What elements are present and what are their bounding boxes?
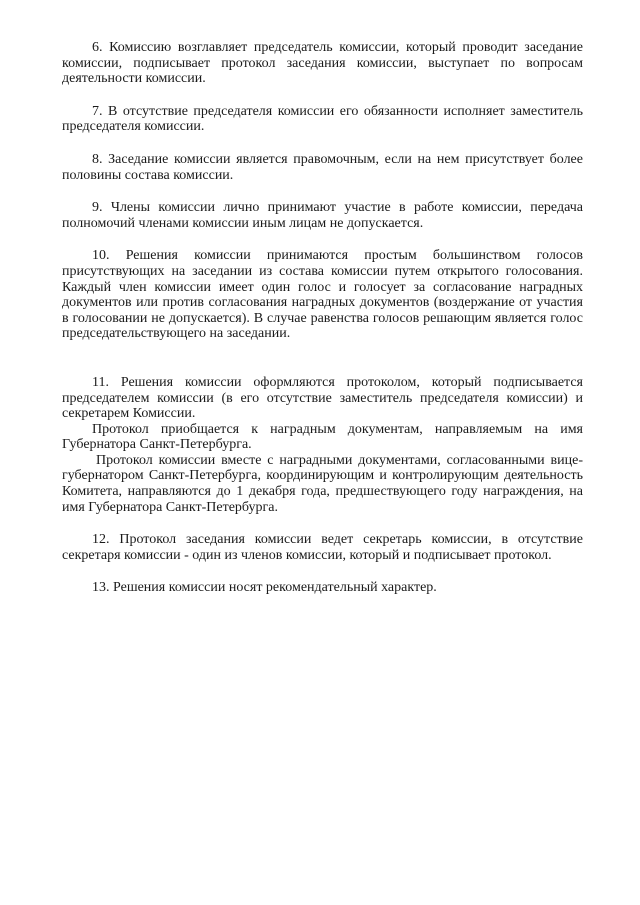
paragraph-6: 6. Комиссию возглавляет председатель комиссии, который проводит заседание комиссии, подписывает протокол заседания комиссии, выступает по вопросам деятельности комиссии. [62,40,583,87]
paragraph-13: 13. Решения комиссии носят рекомендательный характер. [92,580,437,596]
paragraph-12: 12. Протокол заседания комиссии ведет секретарь комиссии, в отсутствие секретаря комиссии - один из членов комиссии, который и подписывает протокол. [62,532,583,563]
paragraph-11-protocol-attached: Протокол приобщается к наградным документам, направляемым на имя Губернатора Санкт-Петербурга. [62,421,583,453]
paragraph-11-protocol-sent: Протокол комиссии вместе с наградными документами, согласованными вице-губернатором Санкт-Петербурга, координирующим и контролирующим деятельность Комитета, направляются до 1 декабря года, предшествующего году награждения, на имя Губернатора Санкт-Петербурга. [62,452,583,515]
paragraph-9: 9. Члены комиссии лично принимают участие в работе комиссии, передача полномочий членами комиссии иным лицам не допускается. [62,200,583,231]
paragraph-7: 7. В отсутствие председателя комиссии его обязанности исполняет заместитель председателя комиссии. [62,103,583,135]
paragraph-11: 11. Решения комиссии оформляются протоколом, который подписывается председателем комиссии (в его отсутствие заместитель председателя комиссии) и секретарем Комиссии. [62,374,583,422]
paragraph-8: 8. Заседание комиссии является правомочным, если на нем присутствует более половины состава комиссии. [62,151,583,183]
paragraph-10: 10. Решения комиссии принимаются простым большинством голосов присутствующих на заседании из состава комиссии путем открытого голосования. Каждый член комиссии имеет один голос и голосует за согласование наградных документов или против согласования наградных документов (воздержание от участия в голосовании не допускается). В случае равенства голосов решающим является голос председательствующего на заседании. [62,248,583,342]
document-body [62,40,583,596]
